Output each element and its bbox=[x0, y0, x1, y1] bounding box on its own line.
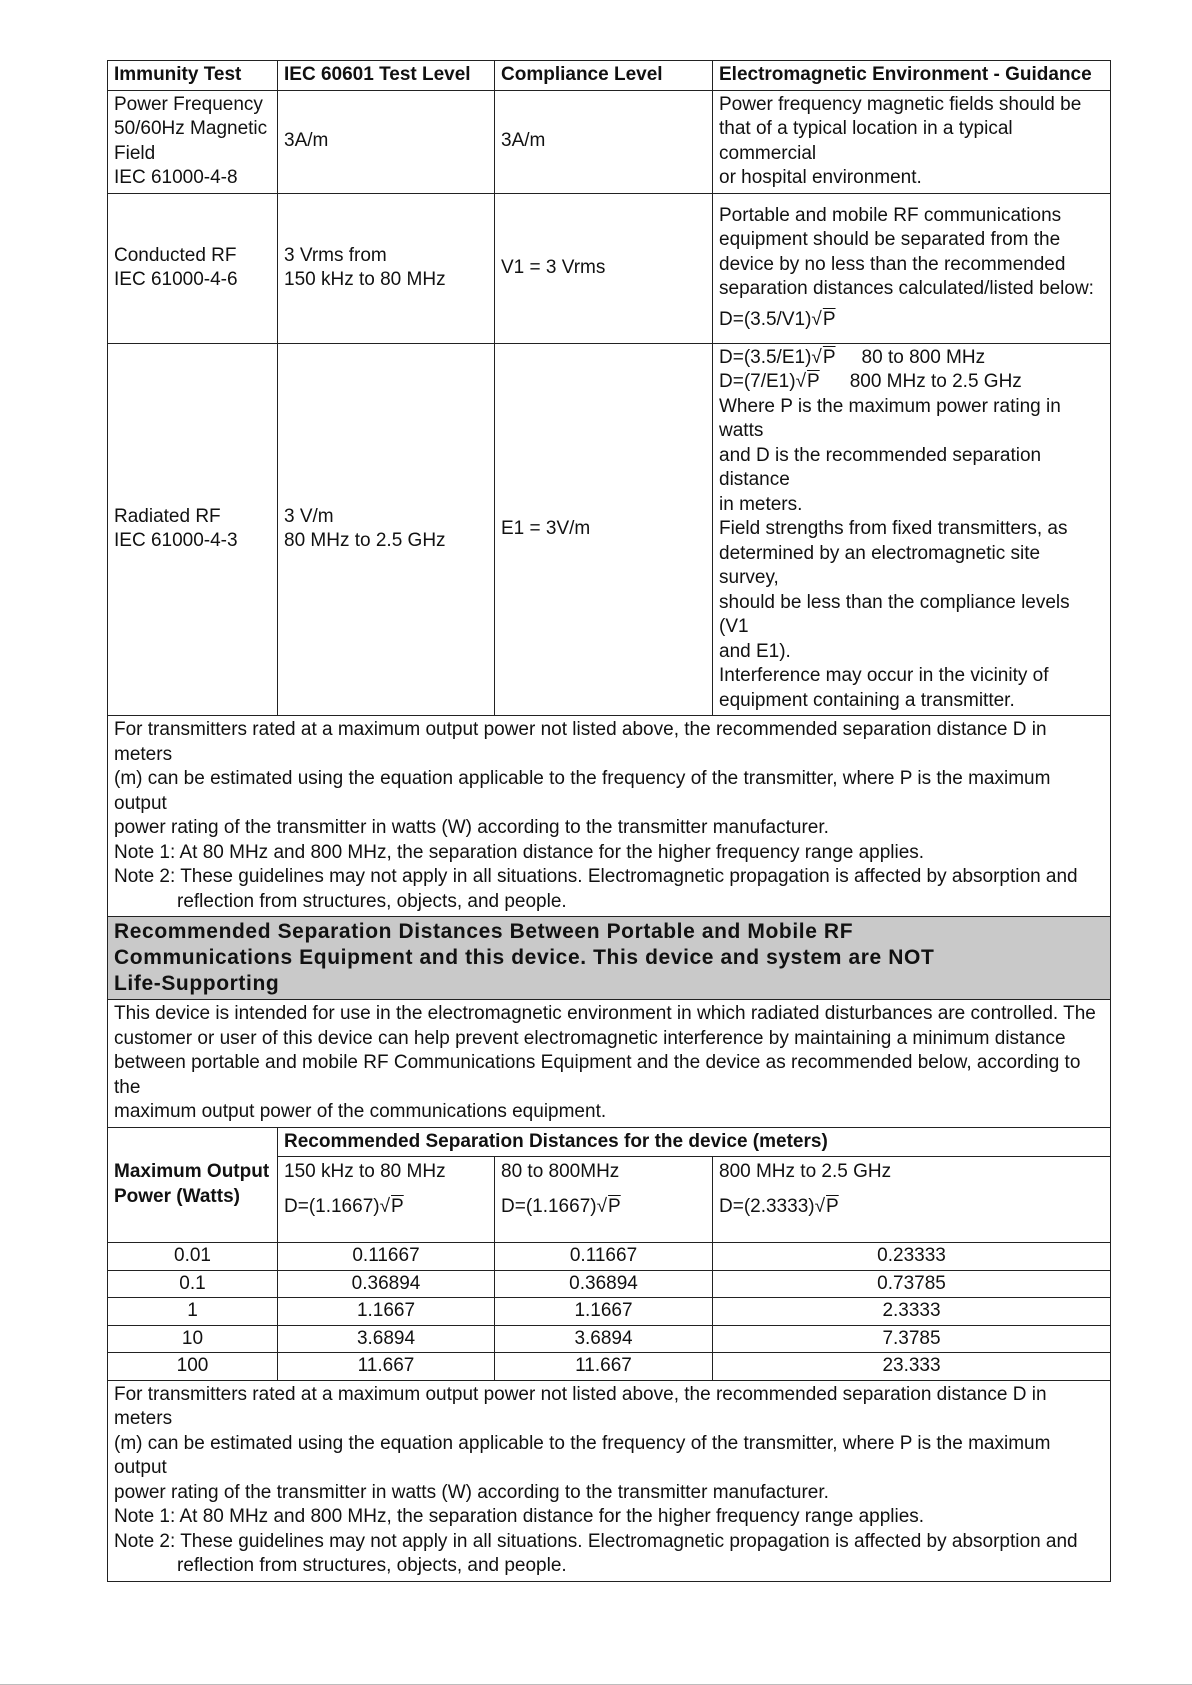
formula: D=(1.1667)√P bbox=[284, 1195, 488, 1220]
header-compliance-level: Compliance Level bbox=[495, 61, 713, 91]
header-guidance: Electromagnetic Environment - Guidance bbox=[713, 61, 1111, 91]
intro-cell: This device is intended for use in the electromagnetic environment in which radiated disturbances are controlled. The customer or user of this device can help prevent electromagnetic interference by maintaining a minimum distance between portable and mobile RF Communications Equipment and the device as recommended below, according to the maximum output power of the communications equipment. bbox=[108, 1000, 1111, 1128]
power-value: 0.1 bbox=[108, 1270, 278, 1298]
immunity-header-row bbox=[108, 61, 1111, 91]
immunity-test-cell: Conducted RF IEC 61000-4-6 bbox=[108, 193, 278, 343]
distance-value: 3.6894 bbox=[278, 1325, 495, 1353]
table-row bbox=[108, 1380, 1111, 1581]
distance-value: 0.36894 bbox=[495, 1270, 713, 1298]
distance-value: 0.73785 bbox=[713, 1270, 1111, 1298]
power-value: 100 bbox=[108, 1353, 278, 1381]
immunity-test-cell: Radiated RF IEC 61000-4-3 bbox=[108, 343, 278, 716]
section-title-row bbox=[108, 917, 1111, 1000]
band-cell: 80 to 800MHz D=(1.1667)√P bbox=[495, 1157, 713, 1243]
power-value: 0.01 bbox=[108, 1243, 278, 1271]
immunity-test-cell: Power Frequency 50/60Hz Magnetic Field IEC 61000-4-8 bbox=[108, 90, 278, 193]
guidance-cell: D=(3.5/E1)√P 80 to 800 MHz D=(7/E1)√P 800 MHz to 2.5 GHz Where P is the maximum power rating in watts and D is the recommended separation distance in meters. Field strengths from fixed transmitters, as determined by an electromagnetic site survey, should be less than the compliance levels (V1 and E1). Interference may occur in the vicinity of equipment containing a transmitter. bbox=[713, 343, 1111, 716]
footnote-cell: For transmitters rated at a maximum output power not listed above, the recommended separation distance D in meters (m) can be estimated using the equation applicable to the frequency of the transmitter, where P is the maximum output power rating of the transmitter in watts (W) according to the transmitter manufacturer. Note 1: At 80 MHz and 800 MHz, the separation distance for the higher frequency range applies. Note 2: These guidelines may not apply in all situations. Electromagnetic propagation is affected by absorption and reflection from structures, objects, and people. bbox=[108, 716, 1111, 917]
band-cell: 150 kHz to 80 MHz D=(1.1667)√P bbox=[278, 1157, 495, 1243]
distance-value: 7.3785 bbox=[713, 1325, 1111, 1353]
distance-value: 11.667 bbox=[495, 1353, 713, 1381]
compliance-level-cell: 3A/m bbox=[495, 90, 713, 193]
sqrt-symbol: √P bbox=[379, 1195, 404, 1217]
note-2: Note 2: These guidelines may not apply in all situations. Electromagnetic propagation is affected by absorption and reflection from structures, objects, and people. bbox=[114, 1530, 1078, 1576]
distance-value: 1.1667 bbox=[495, 1298, 713, 1326]
table-row bbox=[108, 90, 1111, 193]
distance-value: 3.6894 bbox=[495, 1325, 713, 1353]
table-row bbox=[108, 1325, 1111, 1353]
table-row bbox=[108, 193, 1111, 343]
power-value: 10 bbox=[108, 1325, 278, 1353]
note-1: Note 1: At 80 MHz and 800 MHz, the separation distance for the higher frequency range applies. bbox=[114, 1506, 925, 1527]
distance-value: 0.11667 bbox=[278, 1243, 495, 1271]
emc-table-container bbox=[107, 60, 1110, 1582]
separation-header-row bbox=[108, 1127, 1111, 1157]
separation-subheader: Recommended Separation Distances for the device (meters) bbox=[278, 1127, 1111, 1157]
note-1: Note 1: At 80 MHz and 800 MHz, the separation distance for the higher frequency range applies. bbox=[114, 841, 925, 863]
compliance-level-cell: V1 = 3 Vrms bbox=[495, 193, 713, 343]
sqrt-symbol: √P bbox=[814, 1195, 839, 1217]
section-title: Recommended Separation Distances Between Portable and Mobile RF Communications Equipment and this device. This device and system are NOT Life-Supporting bbox=[108, 917, 1111, 1000]
formula: D=(3.5/E1)√P 80 to 800 MHz bbox=[719, 346, 1104, 371]
guidance-cell: Power frequency magnetic fields should be that of a typical location in a typical commercial or hospital environment. bbox=[713, 90, 1111, 193]
distance-value: 23.333 bbox=[713, 1353, 1111, 1381]
test-level-cell: 3 Vrms from 150 kHz to 80 MHz bbox=[278, 193, 495, 343]
test-level-cell: 3A/m bbox=[278, 90, 495, 193]
power-label-cell: Maximum Output Power (Watts) bbox=[108, 1127, 278, 1243]
table-row bbox=[108, 1243, 1111, 1271]
formula: D=(1.1667)√P bbox=[501, 1195, 706, 1220]
table-row bbox=[108, 1270, 1111, 1298]
table-row bbox=[108, 1000, 1111, 1128]
formula: D=(2.3333)√P bbox=[719, 1195, 1104, 1220]
distance-value: 11.667 bbox=[278, 1353, 495, 1381]
note-2: Note 2: These guidelines may not apply in all situations. Electromagnetic propagation is affected by absorption and reflection from structures, objects, and people. bbox=[114, 866, 1078, 912]
formula: D=(3.5/V1)√P bbox=[719, 308, 1104, 333]
distance-value: 0.36894 bbox=[278, 1270, 495, 1298]
sqrt-symbol: √P bbox=[596, 1195, 621, 1217]
table-row bbox=[108, 716, 1111, 917]
distance-value: 0.23333 bbox=[713, 1243, 1111, 1271]
distance-value: 2.3333 bbox=[713, 1298, 1111, 1326]
power-value: 1 bbox=[108, 1298, 278, 1326]
test-level-cell: 3 V/m 80 MHz to 2.5 GHz bbox=[278, 343, 495, 716]
table-row bbox=[108, 1298, 1111, 1326]
distance-value: 1.1667 bbox=[278, 1298, 495, 1326]
header-test-level: IEC 60601 Test Level bbox=[278, 61, 495, 91]
sqrt-symbol: √P bbox=[811, 308, 836, 330]
sqrt-symbol: √P bbox=[811, 346, 836, 368]
sqrt-symbol: √P bbox=[795, 371, 820, 392]
formula: D=(7/E1)√P 800 MHz to 2.5 GHz bbox=[719, 370, 1104, 395]
footnote-cell: For transmitters rated at a maximum output power not listed above, the recommended separation distance D in meters (m) can be estimated using the equation applicable to the frequency of the transmitter, where P is the maximum output power rating of the transmitter in watts (W) according to the transmitter manufacturer. Note 1: At 80 MHz and 800 MHz, the separation distance for the higher frequency range applies. Note 2: These guidelines may not apply in all situations. Electromagnetic propagation is affected by absorption and reflection from structures, objects, and people. bbox=[108, 1380, 1111, 1581]
table-row bbox=[108, 1353, 1111, 1381]
compliance-level-cell: E1 = 3V/m bbox=[495, 343, 713, 716]
table-row bbox=[108, 343, 1111, 716]
header-immunity-test: Immunity Test bbox=[108, 61, 278, 91]
distance-value: 0.11667 bbox=[495, 1243, 713, 1271]
band-cell: 800 MHz to 2.5 GHz D=(2.3333)√P bbox=[713, 1157, 1111, 1243]
guidance-cell: Portable and mobile RF communications equipment should be separated from the device by no less than the recommended separation distances calculated/listed below: D=(3.5/V1)√P bbox=[713, 193, 1111, 343]
emc-table bbox=[107, 60, 1111, 1582]
